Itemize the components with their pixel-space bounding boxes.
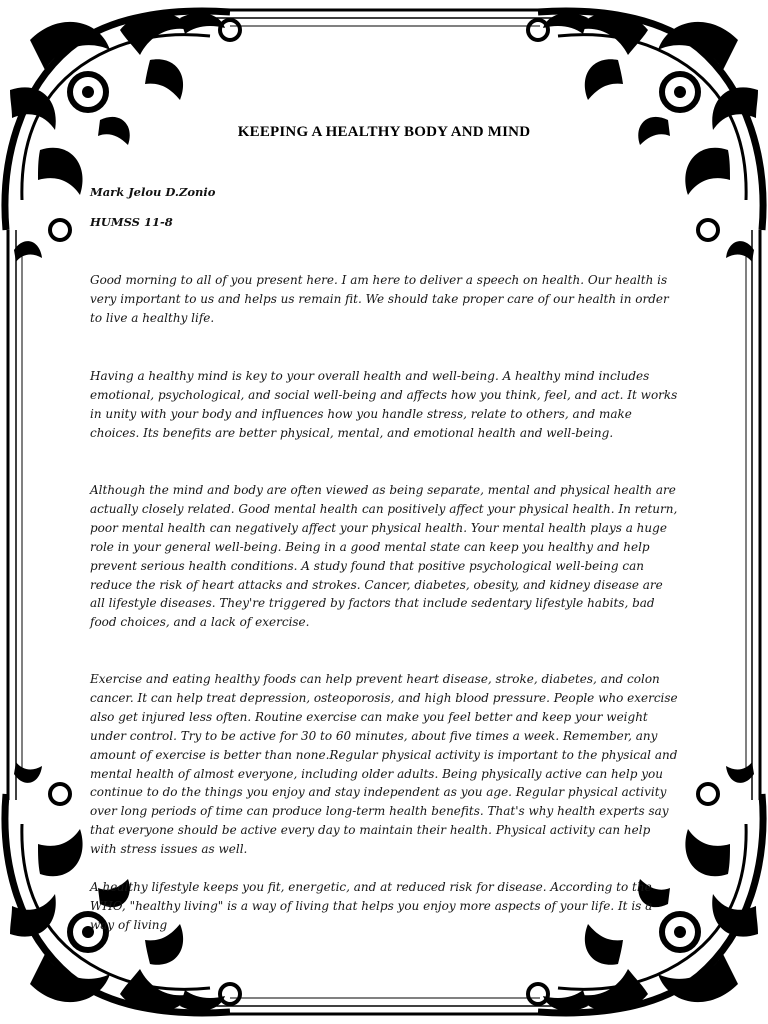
paragraph: Having a healthy mind is key to your overall health and well-being. A healthy mind includes emotional, psychological, and social well-being and affects how you think, feel, and act. It works in unity with your body and influences how you handle stress, relate to others, and make choices. Its benefits are better physical, mental, and emotional health and well-being. xyxy=(90,369,678,440)
paragraph: Although the mind and body are often viewed as being separate, mental and physical health are actually closely related. Good mental health can positively affect your physical health. In return, poor mental health can negatively affect your physical health. Your mental health plays a huge role in your general well-being. Being in a good mental state can keep you healthy and help prevent serious health conditions. A study found that positive psychological well-being can reduce the risk of heart attacks and strokes. Cancer, diabetes, obesity, and kidney disease are all lifestyle diseases. They're triggered by factors that include sedentary lifestyle habits, bad food choices, and a lack of exercise. xyxy=(90,483,678,630)
paragraph: A healthy lifestyle keeps you fit, energetic, and at reduced risk for disease. According to the WHO, "healthy living" is a way of living that helps you enjoy more aspects of your life. It is a way of living xyxy=(90,880,653,932)
paragraph: Good morning to all of you present here. I am here to deliver a speech on health. Our health is very important to us and helps us remain fit. We should take proper care of our health in order to live a healthy life. xyxy=(90,273,669,325)
paragraph: Exercise and eating healthy foods can help prevent heart disease, stroke, diabetes, and colon cancer. It can help treat depression, osteoporosis, and high blood pressure. People who exercise also get injured less often. Routine exercise can make you feel better and keep your weight under control. Try to be active for 30 to 60 minutes, about five times a week. Remember, any amount of exercise is better than none.Regular physical activity is important to the physical and mental health of almost everyone, including older adults. Being physically active can help you continue to do the things you enjoy and stay independent as you age. Regular physical activity over long periods of time can produce long-term health benefits. That's why health experts say that everyone should be active every day to maintain their health. Physical activity can help with stress issues as well. xyxy=(90,672,678,857)
author-name: Mark Jelou D.Zonio xyxy=(90,185,216,199)
class-section: HUMSS 11-8 xyxy=(90,215,173,229)
document-title: KEEPING A HEALTHY BODY AND MIND xyxy=(237,124,531,140)
